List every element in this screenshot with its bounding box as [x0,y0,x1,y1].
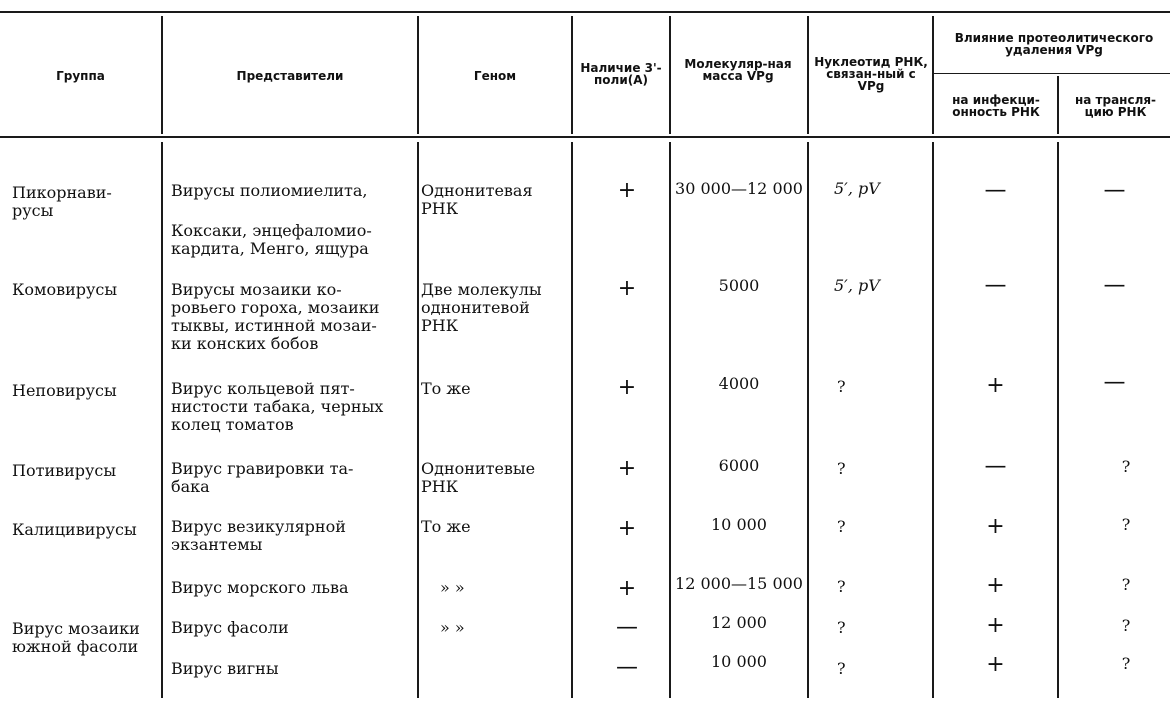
header-genome: Геном [473,69,517,83]
table-row-5-nucleotide: ? [837,517,846,536]
table-row-4-infect: — [984,454,1007,479]
table-row-1-translation: — [1103,178,1126,203]
table-row-4-genome: Однонитевые РНК [421,459,536,496]
table-row-6-nucleotide: ? [837,577,846,596]
header-influence: Влияние протеолитического удаления VPg [954,31,1154,57]
table-row-2-representatives: Вирусы мозаики ко- ровьего гороха, мозаики тыквы, истинной мозаи- ки конских бобов [171,280,380,353]
col-sep-4-header [669,16,671,134]
col-sep-2 [417,142,419,698]
table-row-7-genome: » » [440,618,465,637]
table-row-3-polya: + [617,375,637,400]
table-row-1-polya: + [617,178,637,203]
table-row-7-group: Вирус мозаики южной фасоли [12,619,140,656]
table-row-2-mass: 5000 [718,276,760,295]
header-representatives: Представители [236,69,344,83]
table-row-3-translation: — [1103,370,1126,395]
table-row-2-polya: + [617,276,637,301]
table-row-5-group: Калицивирусы [12,520,137,539]
table-row-7-nucleotide: ? [837,618,846,637]
top-rule [0,11,1170,13]
table-row-5-translation: ? [1121,515,1131,534]
table-row-6-genome: » » [440,578,465,597]
table-row-8-translation: ? [1121,654,1131,673]
table-row-3-group: Неповирусы [12,381,117,400]
table-row-1-representatives-cont: Коксаки, энцефаломио- кардита, Менго, ящура [171,221,372,258]
table-row-3-representatives: Вирус кольцевой пят- нистости табака, черных колец томатов [171,379,384,434]
table-row-1-mass: 30 000—12 000 [675,179,803,198]
table-row-5-genome: То же [421,517,471,536]
table-row-2-translation: — [1103,273,1126,298]
header-group: Группа [56,69,105,83]
table-row-2-group: Комовирусы [12,280,118,299]
table-row-8-nucleotide: ? [837,659,846,678]
table-row-5-representatives: Вирус везикулярной экзантемы [171,517,346,554]
table-row-2-nucleotide: 5′, pV [834,276,880,295]
table-row-4-group: Потивирусы [12,461,117,480]
table-row-1-genome: Однонитевая РНК [421,181,533,218]
table-row-4-translation: ? [1121,457,1131,476]
table-row-8-mass: 10 000 [711,652,767,671]
table-row-8-representatives: Вирус вигны [171,659,279,678]
table-row-5-mass: 10 000 [711,515,767,534]
table-row-1-representatives: Вирусы полиомиелита, [171,181,368,200]
table-row-6-polya: + [617,576,637,601]
header-rule [0,136,1170,138]
header-nucleotide: Нуклеотид РНК, связан-ный с VPg [814,55,928,93]
col-sep-1 [161,142,163,698]
col-sep-5 [807,142,809,698]
table-row-7-representatives: Вирус фасоли [171,618,289,637]
table-row-2-genome: Две молекулы однонитевой РНК [421,280,542,335]
table-row-1-infect: — [984,178,1007,203]
table-row-6-mass: 12 000—15 000 [675,574,803,593]
table-row-4-nucleotide: ? [837,459,846,478]
table-row-4-representatives: Вирус гравировки та- бака [171,459,354,496]
table-row-8-infect: + [986,652,1005,677]
header-mass: Молекуляр-ная масса VPg [684,57,792,83]
col-sep-7 [1057,142,1059,698]
table-row-1-group: Пикорнави- русы [12,183,112,220]
table-row-7-mass: 12 000 [711,613,767,632]
header-infect: на инфекци-онность РНК [952,93,1040,119]
col-sep-5-header [807,16,809,134]
table-row-3-nucleotide: ? [837,377,846,396]
col-sep-7-header [1057,76,1059,134]
header-translation: на трансля-цию РНК [1074,93,1157,119]
table-row-3-genome: То же [421,379,471,398]
influence-subheader-rule [934,73,1170,74]
table-row-7-translation: ? [1121,616,1131,635]
table-row-6-representatives: Вирус морского льва [171,578,349,597]
table-row-3-infect: + [986,373,1005,398]
table-row-6-translation: ? [1121,575,1131,594]
table-row-4-polya: + [617,456,637,481]
table-row-2-infect: — [984,273,1007,298]
table-row-8-polya: — [616,655,638,680]
col-sep-6-header [932,16,934,134]
table-row-7-polya: — [616,615,638,640]
col-sep-3 [571,142,573,698]
table-row-7-infect: + [986,613,1005,638]
table-row-4-mass: 6000 [718,456,760,475]
table-row-1-nucleotide: 5′, pV [834,179,880,198]
table-row-6-infect: + [986,573,1005,598]
table-row-3-mass: 4000 [718,374,760,393]
header-polya: Наличие 3'-поли(А) [580,61,662,87]
table-row-5-infect: + [986,514,1005,539]
table-row-5-polya: + [617,516,637,541]
